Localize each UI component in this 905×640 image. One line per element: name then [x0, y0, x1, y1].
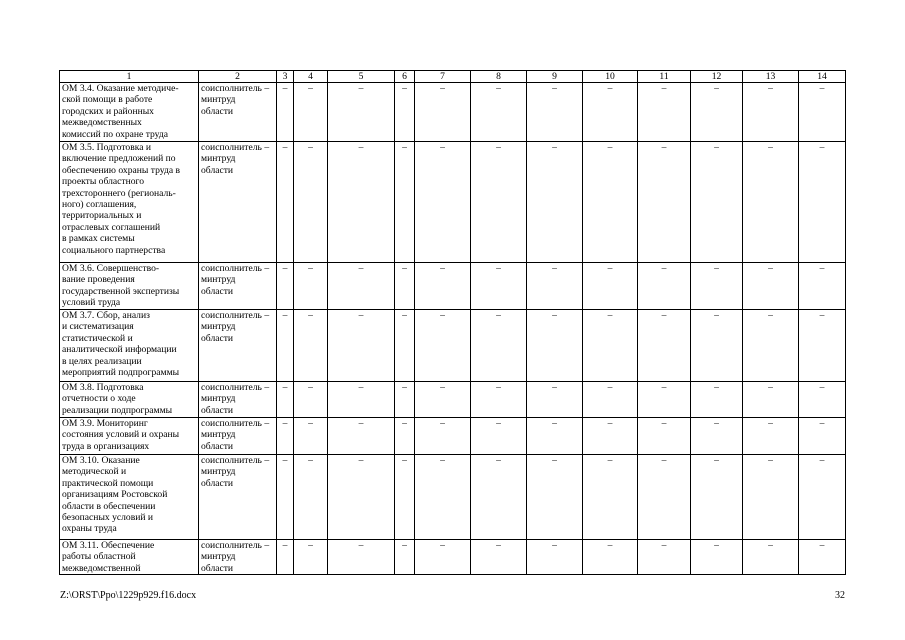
value-cell: –	[743, 142, 799, 263]
value-cell: –	[527, 455, 583, 540]
value-cell: –	[638, 418, 691, 455]
measure-name-line: городских и районных	[62, 105, 154, 117]
value-cell: –	[691, 540, 743, 575]
measure-name-line: статистической и	[62, 332, 133, 344]
measure-name-line: социального партнерства	[62, 244, 166, 256]
executor-line: соисполнитель –	[201, 142, 270, 153]
value-cell: –	[743, 418, 799, 455]
measure-name-line: ОМ 3.10. Оказание	[62, 455, 140, 466]
measure-name-line: территориальных и	[62, 210, 142, 222]
value-cell: –	[471, 382, 527, 418]
value-cell: –	[471, 418, 527, 455]
measure-name-line: состояния условий и охраны	[62, 429, 180, 441]
value-cell: –	[328, 83, 395, 142]
executor-line: минтруд	[201, 429, 236, 441]
executor-line: минтруд	[201, 393, 236, 405]
value-cell: –	[799, 382, 846, 418]
value-cell: –	[583, 418, 638, 455]
value-cell: –	[527, 83, 583, 142]
executor-line: области	[201, 105, 234, 117]
measure-name-line: области в обеспечении	[62, 500, 156, 512]
value-cell: –	[415, 382, 471, 418]
header-cell: 1	[60, 71, 199, 83]
executor-line: области	[201, 164, 234, 176]
executor-cell	[199, 83, 277, 142]
header-cell: 14	[799, 71, 846, 83]
value-cell: –	[583, 310, 638, 382]
value-cell: –	[415, 83, 471, 142]
value-cell: –	[638, 263, 691, 310]
value-cell: –	[638, 382, 691, 418]
value-cell: –	[691, 83, 743, 142]
measure-name-line: ОМ 3.8. Подготовка	[62, 382, 144, 393]
executor-line: соисполнитель –	[201, 540, 270, 551]
executor-line: минтруд	[201, 274, 236, 286]
value-cell: –	[277, 263, 294, 310]
value-cell: –	[471, 455, 527, 540]
value-cell: –	[743, 382, 799, 418]
header-row	[60, 71, 846, 83]
value-cell: –	[799, 83, 846, 142]
value-cell: –	[799, 418, 846, 455]
measure-name-cell	[60, 540, 199, 575]
value-cell: –	[328, 142, 395, 263]
measure-name-line: работы областной	[62, 551, 136, 563]
value-cell: –	[638, 142, 691, 263]
measure-name-line: ской помощи в работе	[62, 94, 153, 106]
value-cell: –	[743, 540, 799, 575]
executor-line: области	[201, 477, 234, 489]
executor-line: соисполнитель –	[201, 455, 270, 466]
value-cell: –	[799, 310, 846, 382]
value-cell: –	[294, 83, 328, 142]
program-table	[59, 70, 846, 575]
value-cell: –	[395, 310, 415, 382]
measure-name-line: ОМ 3.11. Обеспечение	[62, 540, 155, 551]
table-row	[60, 310, 846, 382]
value-cell: –	[328, 310, 395, 382]
page-number: 32	[835, 590, 845, 601]
value-cell: –	[415, 310, 471, 382]
value-cell: –	[691, 263, 743, 310]
executor-cell	[199, 310, 277, 382]
value-cell: –	[691, 418, 743, 455]
value-cell: –	[527, 310, 583, 382]
header-cell: 2	[199, 71, 277, 83]
value-cell: –	[294, 263, 328, 310]
value-cell: –	[527, 382, 583, 418]
header-cell: 7	[415, 71, 471, 83]
file-path: Z:\ORST\Ppo\1229p929.f16.docx	[60, 590, 197, 601]
value-cell: –	[277, 310, 294, 382]
executor-line: области	[201, 332, 234, 344]
value-cell: –	[527, 540, 583, 575]
value-cell: –	[294, 455, 328, 540]
value-cell: –	[294, 540, 328, 575]
value-cell: –	[294, 382, 328, 418]
value-cell: –	[527, 263, 583, 310]
measure-name-line: и систематизация	[62, 321, 134, 333]
measure-name-line: в рамках системы	[62, 233, 135, 245]
value-cell: –	[471, 263, 527, 310]
measure-name-line: вание проведения	[62, 274, 135, 286]
value-cell: –	[583, 142, 638, 263]
value-cell: –	[395, 455, 415, 540]
value-cell: –	[743, 310, 799, 382]
value-cell: –	[328, 382, 395, 418]
executor-line: соисполнитель –	[201, 382, 270, 393]
header-cell: 12	[691, 71, 743, 83]
header-cell: 5	[328, 71, 395, 83]
measure-name-line: включение предложений по	[62, 153, 176, 165]
table-row	[60, 382, 846, 418]
value-cell: –	[691, 142, 743, 263]
executor-cell	[199, 263, 277, 310]
value-cell: –	[395, 418, 415, 455]
executor-line: области	[201, 285, 234, 297]
value-cell: –	[471, 142, 527, 263]
value-cell: –	[277, 540, 294, 575]
measure-name-line: в целях реализации	[62, 355, 142, 367]
measure-name-line: ОМ 3.5. Подготовка и	[62, 142, 152, 153]
value-cell: –	[277, 142, 294, 263]
value-cell: –	[691, 310, 743, 382]
measure-name-line: методической и	[62, 466, 127, 478]
value-cell: –	[799, 263, 846, 310]
table-row	[60, 418, 846, 455]
value-cell: –	[328, 540, 395, 575]
executor-line: минтруд	[201, 551, 236, 563]
executor-line: области	[201, 440, 234, 452]
value-cell: –	[328, 263, 395, 310]
executor-line: минтруд	[201, 94, 236, 106]
executor-line: минтруд	[201, 466, 236, 478]
executor-line: минтруд	[201, 321, 236, 333]
value-cell: –	[294, 310, 328, 382]
value-cell: –	[638, 540, 691, 575]
value-cell: –	[471, 310, 527, 382]
value-cell: –	[527, 142, 583, 263]
executor-line: соисполнитель –	[201, 263, 270, 274]
executor-line: соисполнитель –	[201, 310, 270, 321]
executor-line: соисполнитель –	[201, 83, 270, 94]
measure-name-line: ОМ 3.7. Сбор, анализ	[62, 310, 150, 321]
table-row	[60, 142, 846, 263]
measure-name-line: межведомственной	[62, 562, 141, 574]
executor-cell	[199, 142, 277, 263]
table-row	[60, 83, 846, 142]
measure-name-line: организациям Ростовской	[62, 489, 168, 501]
value-cell: –	[583, 455, 638, 540]
header-cell: 4	[294, 71, 328, 83]
value-cell: –	[415, 142, 471, 263]
header-cell: 10	[583, 71, 638, 83]
executor-cell	[199, 540, 277, 575]
executor-line: области	[201, 562, 234, 574]
measure-name-cell	[60, 418, 199, 455]
header-cell: 9	[527, 71, 583, 83]
measure-name-cell	[60, 142, 199, 263]
value-cell: –	[638, 83, 691, 142]
measure-name-cell	[60, 455, 199, 540]
value-cell: –	[415, 263, 471, 310]
executor-cell	[199, 418, 277, 455]
measure-name-line: комиссий по охране труда	[62, 128, 169, 140]
header-cell: 13	[743, 71, 799, 83]
value-cell: –	[583, 263, 638, 310]
table-row	[60, 540, 846, 575]
value-cell: –	[743, 263, 799, 310]
value-cell: –	[415, 540, 471, 575]
value-cell: –	[395, 540, 415, 575]
measure-name-line: государственной экспертизы	[62, 285, 180, 297]
measure-name-line: трехстороннего (региональ-	[62, 187, 176, 199]
executor-line: соисполнитель –	[201, 418, 270, 429]
measure-name-line: отчетности о ходе	[62, 393, 136, 405]
value-cell: –	[583, 382, 638, 418]
value-cell: –	[277, 455, 294, 540]
header-cell: 6	[395, 71, 415, 83]
executor-cell	[199, 455, 277, 540]
value-cell: –	[277, 83, 294, 142]
measure-name-line: отраслевых соглашений	[62, 221, 161, 233]
value-cell: –	[799, 142, 846, 263]
measure-name-line: безопасных условий и	[62, 512, 154, 524]
table-row	[60, 263, 846, 310]
value-cell: –	[471, 83, 527, 142]
measure-name-line: ОМ 3.6. Совершенство-	[62, 263, 160, 274]
value-cell: –	[527, 418, 583, 455]
header-cell: 8	[471, 71, 527, 83]
measure-name-cell	[60, 310, 199, 382]
value-cell: –	[415, 418, 471, 455]
value-cell: –	[743, 455, 799, 540]
measure-name-line: обеспечению охраны труда в	[62, 164, 181, 176]
value-cell: –	[415, 455, 471, 540]
value-cell: –	[638, 455, 691, 540]
table-body	[60, 71, 846, 575]
value-cell: –	[583, 540, 638, 575]
measure-name-line: аналитической информации	[62, 344, 177, 356]
measure-name-line: мероприятий подпрограммы	[62, 367, 180, 379]
measure-name-line: ОМ 3.4. Оказание методиче-	[62, 83, 179, 94]
value-cell: –	[743, 83, 799, 142]
measure-name-line: условий труда	[62, 297, 121, 309]
value-cell: –	[277, 418, 294, 455]
executor-cell	[199, 382, 277, 418]
measure-name-line: реализации подпрограммы	[62, 404, 173, 416]
measure-name-line: ного) соглашения,	[62, 199, 137, 211]
value-cell: –	[691, 382, 743, 418]
measure-name-cell	[60, 382, 199, 418]
value-cell: –	[471, 540, 527, 575]
value-cell: –	[395, 83, 415, 142]
value-cell: –	[395, 263, 415, 310]
measure-name-line: межведомственных	[62, 117, 142, 129]
value-cell: –	[294, 142, 328, 263]
value-cell: –	[328, 418, 395, 455]
value-cell: –	[799, 540, 846, 575]
value-cell: –	[328, 455, 395, 540]
executor-line: области	[201, 404, 234, 416]
value-cell: –	[395, 382, 415, 418]
header-cell: 3	[277, 71, 294, 83]
value-cell: –	[583, 83, 638, 142]
value-cell: –	[638, 310, 691, 382]
measure-name-line: ОМ 3.9. Мониторинг	[62, 418, 148, 429]
measure-name-cell	[60, 83, 199, 142]
value-cell: –	[691, 455, 743, 540]
executor-line: минтруд	[201, 153, 236, 165]
measure-name-line: проекты областного	[62, 176, 145, 188]
header-cell: 11	[638, 71, 691, 83]
value-cell: –	[277, 382, 294, 418]
measure-name-line: труда в организациях	[62, 440, 150, 452]
table-row	[60, 455, 846, 540]
measure-name-line: охраны труда	[62, 523, 117, 535]
measure-name-line: практической помощи	[62, 477, 154, 489]
value-cell: –	[799, 455, 846, 540]
measure-name-cell	[60, 263, 199, 310]
value-cell: –	[395, 142, 415, 263]
value-cell: –	[294, 418, 328, 455]
